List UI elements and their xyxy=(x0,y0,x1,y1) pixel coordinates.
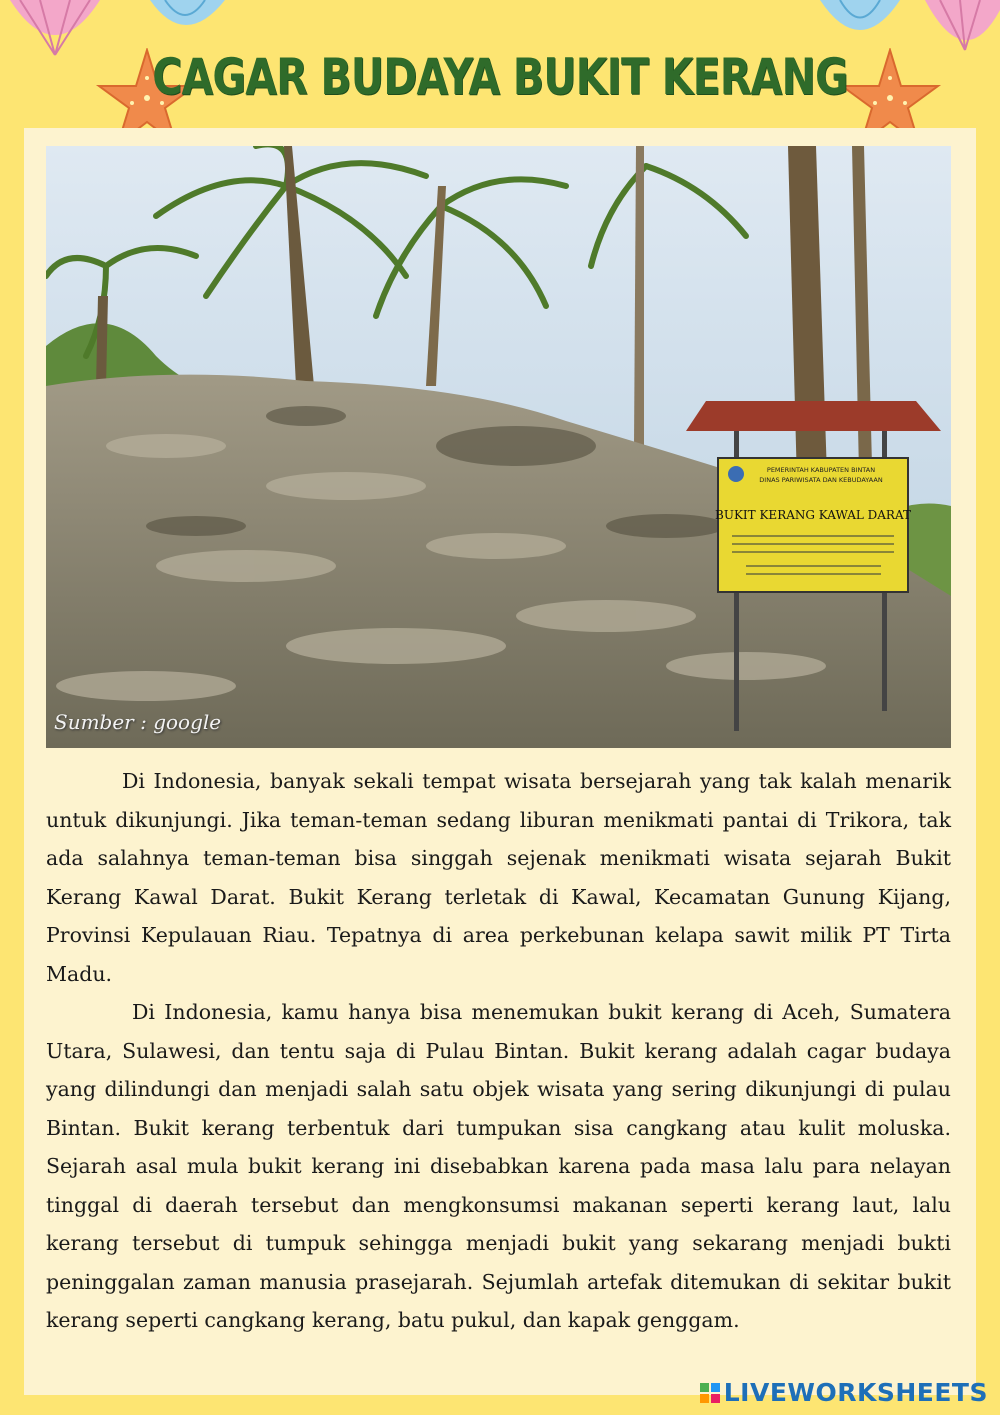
watermark-text: LIVEWORKSHEETS xyxy=(723,1378,988,1407)
sign-heading: BUKIT KERANG KAWAL DARAT xyxy=(715,508,911,522)
sign-line-2: DINAS PARIWISATA DAN KEBUDAYAAN xyxy=(759,476,883,484)
sign-line-1: PEMERINTAH KABUPATEN BINTAN xyxy=(766,466,876,474)
paragraph-1: Di Indonesia, banyak sekali tempat wisata bersejarah yang tak kalah menarik untuk dikunjungi. Jika teman-teman sedang liburan menikmati pantai di Trikora, tak ada salahnya teman-teman bisa singgah sejenak menikmati wisata sejarah Bukit Kerang Kawal Darat. Bukit Kerang terletak di Kawal, Kecamatan Gunung Kijang, Provinsi Kepulauan Riau. Tepatnya di area perkebunan kelapa sawit milik PT Tirta Madu. xyxy=(46,769,951,986)
paragraph-2: Di Indonesia, kamu hanya bisa menemukan bukit kerang di Aceh, Sumatera Utara, Sulawesi, dan tentu saja di Pulau Bintan. Bukit kerang adalah cagar budaya yang dilindungi dan menjadi salah satu objek wisata yang sering dikunjungi di pulau Bintan. Bukit kerang terbentuk dari tumpukan sisa cangkang atau kulit moluska. Sejarah asal mula bukit kerang ini disebabkan karena pada masa lalu para nelayan tinggal di daerah tersebut dan mengkonsumsi makanan seperti kerang laut, lalu kerang tersebut di tumpuk sehingga menjadi bukit yang sekarang menjadi bukti peninggalan zaman manusia prasejarah. Sejumlah artefak ditemukan di sekitar bukit kerang seperti cangkang kerang, batu pukul, dan kapak genggam. xyxy=(46,1000,951,1332)
blue-shell-right-icon xyxy=(815,0,905,55)
liveworksheets-logo-icon xyxy=(700,1383,720,1403)
photo-credit: Sumber : google xyxy=(54,710,222,734)
article-body xyxy=(46,762,951,1340)
blue-shell-left-icon xyxy=(145,0,230,45)
page-title: CAGAR BUDAYA BUKIT KERANG xyxy=(152,48,848,106)
shell-hill-photo xyxy=(46,146,951,748)
liveworksheets-watermark xyxy=(700,1378,988,1407)
